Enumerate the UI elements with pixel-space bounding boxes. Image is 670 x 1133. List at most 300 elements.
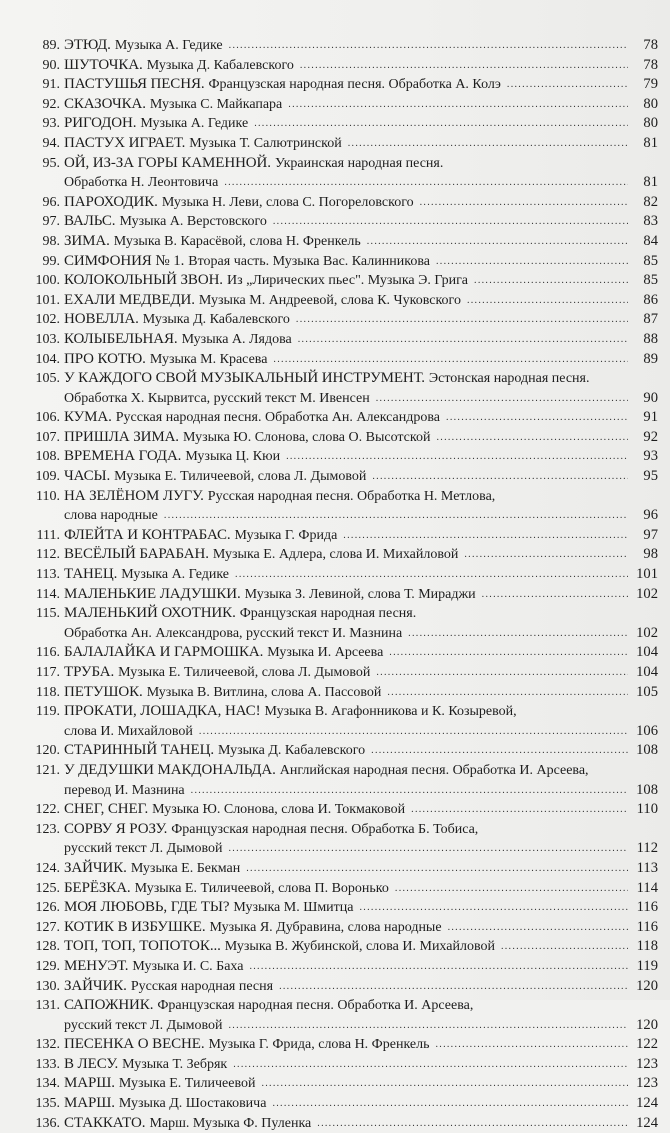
toc-entry <box>26 487 658 526</box>
toc-entry-first-line <box>26 350 658 370</box>
toc-entry <box>26 193 658 213</box>
page-number: 124 <box>636 1114 658 1131</box>
entry-number: 89. <box>42 38 60 53</box>
entry-title: КОЛОКОЛЬНЫЙ ЗВОН. <box>64 272 223 289</box>
dot-leader <box>411 800 628 820</box>
toc-entry <box>26 330 658 350</box>
page-number: 78 <box>643 37 658 53</box>
entry-title: МАРШ. <box>64 1095 115 1112</box>
page-number: 90 <box>643 389 658 406</box>
entry-title: ТОП, ТОП, ТОПОТОК... <box>64 938 221 955</box>
entry-number: 93. <box>42 116 60 132</box>
entry-number: 129. <box>35 958 60 974</box>
entry-description: Музыка М. Шмитца <box>233 900 354 916</box>
toc-entry <box>26 820 658 859</box>
entry-number: 112. <box>36 547 60 563</box>
dot-leader <box>296 310 628 330</box>
entry-title: ПРОКАТИ, ЛОШАДКА, НАС! <box>64 703 261 720</box>
entry-number: 99. <box>42 253 60 269</box>
entry-number: 122. <box>35 802 60 818</box>
entry-number: 100. <box>35 273 60 289</box>
entry-title: ПАРОХОДИК. <box>64 193 158 210</box>
entry-number: 131. <box>35 998 60 1014</box>
page-number: 80 <box>643 95 658 112</box>
entry-title: САПОЖНИК. <box>64 997 154 1014</box>
entry-description: Украинская народная песня. <box>274 155 444 171</box>
entry-number: 111. <box>36 527 60 543</box>
entry-description: русский текст Л. Дымовой <box>64 841 223 857</box>
entry-description: Французская народная песня. Обработка Б. Тобиса, <box>171 821 479 837</box>
toc-entry <box>26 937 658 957</box>
toc-entry <box>26 467 658 487</box>
dot-leader <box>435 1035 628 1055</box>
page-number: 85 <box>643 272 658 289</box>
entry-title: ЗАЙЧИК. <box>64 859 127 876</box>
toc-entry <box>26 114 658 134</box>
entry-description: Английская народная песня. Обработка И. Арсеева, <box>279 762 589 778</box>
entry-number: 135. <box>35 1096 60 1112</box>
entry-number: 113. <box>36 567 60 583</box>
toc-entry <box>26 36 658 56</box>
entry-number: 109. <box>35 469 60 485</box>
entry-description: Музыка Т. Зебряк <box>122 1056 228 1072</box>
toc-entry <box>26 350 658 370</box>
toc-entry <box>26 408 658 428</box>
page-number: 105 <box>636 683 658 700</box>
page-number: 123 <box>636 1055 658 1072</box>
entry-description: Музыка А. Гедике <box>140 116 249 132</box>
toc-entry-first-line <box>26 291 658 311</box>
page-number: 82 <box>643 193 658 210</box>
dot-leader <box>191 781 628 801</box>
toc-entry-first-line <box>26 212 658 232</box>
page-number: 95 <box>643 468 658 485</box>
entry-title: НОВЕЛЛА. <box>64 311 139 328</box>
toc-entry <box>26 154 658 193</box>
dot-leader <box>229 36 628 56</box>
entry-title: МАЛЕНЬКИЕ ЛАДУШКИ. <box>64 585 241 602</box>
entry-number: 91. <box>42 77 60 93</box>
page-number: 104 <box>636 664 658 680</box>
entry-description: Музыка Е. Тиличеевой, слова П. Воронько <box>134 880 389 896</box>
toc-entry-first-line <box>26 683 658 703</box>
entry-description: Французская народная песня. Обработка И. Арсеева, <box>157 998 474 1014</box>
entry-number: 92. <box>42 96 60 112</box>
toc-entry <box>26 271 658 291</box>
dot-leader <box>376 389 628 409</box>
page-number: 81 <box>643 174 658 191</box>
toc-entry <box>26 212 658 232</box>
dot-leader <box>261 1074 628 1094</box>
toc-entry-first-line <box>26 154 658 174</box>
entry-title: У КАЖДОГО СВОЙ МУЗЫКАЛЬНЫЙ ИНСТРУМЕНТ. <box>64 370 425 387</box>
entry-title: СТАРИННЫЙ ТАНЕЦ. <box>64 742 214 759</box>
page-number: 88 <box>643 330 658 347</box>
toc-entry-continuation-line <box>26 173 658 193</box>
entry-number: 130. <box>35 978 60 994</box>
dot-leader <box>348 134 628 154</box>
entry-title: БАЛАЛАЙКА И ГАРМОШКА. <box>64 644 264 661</box>
entry-description: Русская народная песня <box>130 978 274 994</box>
table-of-contents <box>26 36 658 1133</box>
toc-entry-first-line <box>26 114 658 134</box>
toc-entry-first-line <box>26 957 658 977</box>
entry-number: 127. <box>35 919 60 935</box>
toc-entry-first-line <box>26 977 658 997</box>
entry-number: 95. <box>42 155 60 171</box>
toc-entry-continuation-line <box>26 506 658 526</box>
page-number: 87 <box>643 311 658 328</box>
page-number: 97 <box>643 526 658 543</box>
dot-leader <box>273 350 628 370</box>
page-number: 104 <box>636 644 658 661</box>
page-number: 81 <box>643 134 658 151</box>
page-number: 118 <box>636 938 658 955</box>
entry-description: Обработка Х. Кырвитса, русский текст М. Ивенсен <box>64 390 370 406</box>
dot-leader <box>288 95 628 115</box>
toc-entry-first-line <box>26 1055 658 1075</box>
entry-number: 96. <box>42 194 60 210</box>
entry-number: 101. <box>35 292 60 308</box>
toc-entry <box>26 1114 658 1133</box>
toc-entry <box>26 741 658 761</box>
entry-title: ПРИШЛА ЗИМА. <box>64 428 179 445</box>
toc-entry <box>26 585 658 605</box>
page-number: 113 <box>636 859 658 876</box>
toc-entry <box>26 683 658 703</box>
toc-entry-first-line <box>26 36 658 56</box>
page-number: 123 <box>636 1075 658 1092</box>
page-number: 119 <box>636 957 658 974</box>
toc-entry-first-line <box>26 310 658 330</box>
page-number: 96 <box>643 507 658 524</box>
dot-leader <box>246 859 628 879</box>
dot-leader <box>395 879 628 899</box>
toc-entry <box>26 369 658 408</box>
entry-number: 125. <box>35 880 60 896</box>
entry-description: Марш. Музыка Ф. Пуленка <box>149 1115 312 1131</box>
entry-description: Музыка Я. Дубравина, слова народные <box>209 919 442 935</box>
toc-entry <box>26 565 658 585</box>
entry-number: 128. <box>35 939 60 955</box>
dot-leader <box>317 1114 628 1133</box>
entry-title: СОРВУ Я РОЗУ. <box>64 820 168 837</box>
toc-entry-first-line <box>26 585 658 605</box>
entry-title: ТАНЕЦ. <box>64 566 118 583</box>
toc-entry <box>26 232 658 252</box>
dot-leader <box>298 330 628 350</box>
entry-title: КОТИК В ИЗБУШКЕ. <box>64 918 206 935</box>
dot-leader <box>501 937 628 957</box>
toc-entry-first-line <box>26 271 658 291</box>
entry-title: РИГОДОН. <box>64 115 137 132</box>
dot-leader <box>408 624 628 644</box>
page-number: 124 <box>636 1095 658 1112</box>
toc-entry-first-line <box>26 56 658 76</box>
dot-leader <box>420 193 628 213</box>
dot-leader <box>464 545 628 565</box>
entry-title: ЧАСЫ. <box>64 468 111 485</box>
entry-description: слова И. Михайловой <box>64 723 193 739</box>
entry-description: Из „Лирических пьес". Музыка Э. Грига <box>226 273 469 289</box>
entry-description: Музыка Г. Фрида, слова Н. Френкель <box>208 1037 430 1053</box>
toc-entry <box>26 702 658 741</box>
entry-title: МАРШ. <box>64 1075 115 1092</box>
entry-number: 90. <box>42 57 60 73</box>
entry-title: ЗАЙЧИК. <box>64 977 127 994</box>
entry-description: Музыка В. Агафонникова и К. Козыревой, <box>264 704 517 720</box>
entry-title: СКАЗОЧКА. <box>64 95 146 112</box>
entry-description: Французская народная песня. <box>239 606 417 622</box>
page-number: 91 <box>643 409 658 426</box>
toc-entry <box>26 761 658 800</box>
dot-leader <box>233 1055 628 1075</box>
entry-title: ОЙ, ИЗ-ЗА ГОРЫ КАМЕННОЙ. <box>64 154 271 171</box>
toc-entry-first-line <box>26 447 658 467</box>
entry-title: СИМФОНИЯ № 1. <box>64 252 185 269</box>
toc-entry <box>26 447 658 467</box>
entry-description: Вторая часть. Музыка Вас. Калинникова <box>188 253 430 269</box>
entry-number: 106. <box>35 410 60 426</box>
dot-leader <box>372 467 628 487</box>
entry-description: Музыка Г. Фрида <box>234 527 338 543</box>
entry-description: Музыка И. С. Баха <box>132 958 244 974</box>
toc-entry <box>26 1094 658 1114</box>
toc-entry <box>26 1074 658 1094</box>
page-number: 116 <box>636 918 658 935</box>
page-number: 108 <box>636 781 658 798</box>
toc-entry <box>26 977 658 997</box>
toc-entry <box>26 859 658 879</box>
entry-description: Музыка И. Арсеева <box>267 645 384 661</box>
toc-entry <box>26 643 658 663</box>
entry-description: Музыка А. Гедике <box>121 567 230 583</box>
dot-leader <box>249 957 628 977</box>
toc-entry-first-line <box>26 1094 658 1114</box>
entry-number: 105. <box>35 371 60 387</box>
dot-leader <box>360 898 629 918</box>
entry-description: Эстонская народная песня. <box>428 371 590 387</box>
entry-description: Музыка Д. Кабалевского <box>142 312 290 328</box>
dot-leader <box>467 291 628 311</box>
entry-title: ВРЕМЕНА ГОДА. <box>64 448 182 465</box>
toc-entry <box>26 898 658 918</box>
page-number: 108 <box>636 742 658 759</box>
toc-entry-first-line <box>26 1074 658 1094</box>
toc-entry-first-line <box>26 95 658 115</box>
entry-description: Музыка Е. Тиличеевой, слова Л. Дымовой <box>114 469 367 485</box>
entry-description: Музыка М. Красева <box>149 351 268 367</box>
entry-number: 97. <box>42 214 60 230</box>
dot-leader <box>436 428 628 448</box>
entry-number: 114. <box>36 586 60 602</box>
toc-entry-first-line <box>26 1114 658 1133</box>
entry-title: МЕНУЭТ. <box>64 957 129 974</box>
page-number: 86 <box>643 291 658 308</box>
toc-entry <box>26 663 658 683</box>
dot-leader <box>371 741 628 761</box>
entry-number: 134. <box>35 1076 60 1092</box>
page-number: 120 <box>636 977 658 994</box>
dot-leader <box>164 506 628 526</box>
toc-entry-first-line <box>26 565 658 585</box>
dot-leader <box>273 212 628 232</box>
entry-title: ЕХАЛИ МЕДВЕДИ. <box>64 291 195 308</box>
entry-title: СНЕГ, СНЕГ. <box>64 801 149 818</box>
dot-leader <box>279 977 628 997</box>
page-number: 101 <box>636 566 658 583</box>
entry-title: ПРО КОТЮ. <box>64 350 146 367</box>
dot-leader <box>376 663 628 683</box>
entry-description: русский текст Л. Дымовой <box>64 1017 223 1033</box>
page-number: 92 <box>643 428 658 445</box>
toc-entry-first-line <box>26 232 658 252</box>
entry-description: Музыка М. Андреевой, слова К. Чуковского <box>198 292 461 308</box>
entry-number: 132. <box>35 1037 60 1053</box>
toc-entry-first-line <box>26 898 658 918</box>
toc-entry-continuation-line <box>26 722 658 742</box>
entry-number: 94. <box>42 135 60 151</box>
toc-entry <box>26 134 658 154</box>
toc-entry-first-line <box>26 937 658 957</box>
entry-description: Музыка З. Левиной, слова Т. Мираджи <box>244 586 476 602</box>
page-number: 98 <box>643 546 658 563</box>
entry-description: Музыка Д. Кабалевского <box>146 57 294 73</box>
dot-leader <box>286 447 628 467</box>
entry-description: Музыка Е. Тиличеевой, слова Л. Дымовой <box>118 665 371 680</box>
page-number: 93 <box>643 448 658 465</box>
dot-leader <box>272 1094 628 1114</box>
toc-entry <box>26 918 658 938</box>
toc-entry-first-line <box>26 663 658 683</box>
page-number: 122 <box>636 1036 658 1053</box>
page-number: 106 <box>636 722 658 739</box>
entry-title: ВАЛЬС. <box>64 213 116 230</box>
toc-entry <box>26 996 658 1035</box>
entry-number: 104. <box>35 351 60 367</box>
entry-description: Обработка Н. Леонтовича <box>64 175 219 191</box>
toc-entry-first-line <box>26 918 658 938</box>
toc-entry <box>26 545 658 565</box>
entry-number: 116. <box>36 645 60 661</box>
toc-entry-first-line <box>26 1035 658 1055</box>
page-number: 83 <box>643 213 658 230</box>
entry-description: слова народные <box>64 508 158 524</box>
entry-number: 121. <box>35 762 60 778</box>
toc-entry-first-line <box>26 741 658 761</box>
dot-leader <box>228 839 628 859</box>
entry-title: СТАККАТО. <box>64 1114 146 1131</box>
toc-entry-first-line <box>26 369 658 389</box>
dot-leader <box>446 408 628 428</box>
toc-entry-first-line <box>26 134 658 154</box>
entry-description: Музыка Т. Салютринской <box>189 135 342 151</box>
entry-title: У ДЕДУШКИ МАКДОНАЛЬДА. <box>64 761 276 778</box>
toc-entry-first-line <box>26 75 658 95</box>
dot-leader <box>482 585 628 605</box>
toc-entry <box>26 310 658 330</box>
entry-number: 117. <box>36 665 60 680</box>
entry-description: Музыка Ю. Слонова, слова О. Высотской <box>182 429 431 445</box>
dot-leader <box>367 232 628 252</box>
toc-entry <box>26 291 658 311</box>
toc-entry-first-line <box>26 467 658 487</box>
toc-entry <box>26 252 658 272</box>
entry-description: Музыка Д. Кабалевского <box>217 743 366 759</box>
entry-number: 118. <box>36 684 60 700</box>
entry-number: 107. <box>35 429 60 445</box>
entry-description: Русская народная песня. Обработка Н. Метлова, <box>207 488 496 504</box>
toc-entry-first-line <box>26 545 658 565</box>
entry-number: 123. <box>35 821 60 837</box>
dot-leader <box>343 526 628 546</box>
dot-leader <box>300 56 628 76</box>
toc-entry <box>26 95 658 115</box>
toc-entry-first-line <box>26 428 658 448</box>
entry-number: 108. <box>35 449 60 465</box>
entry-description: Обработка Ан. Александрова, русский текст И. Мазнина <box>64 625 403 641</box>
entry-title: ПЕСЕНКА О ВЕСНЕ. <box>64 1036 205 1053</box>
toc-entry <box>26 604 658 643</box>
entry-title: ШУТОЧКА. <box>64 56 143 73</box>
toc-entry-continuation-line <box>26 839 658 859</box>
entry-title: КУМА. <box>64 409 112 426</box>
page-number: 116 <box>636 899 658 916</box>
entry-description: Музыка Е. Тиличеевой <box>118 1076 256 1092</box>
entry-title: ЭТЮД. <box>64 37 111 53</box>
entry-number: 120. <box>35 743 60 759</box>
entry-description: Музыка В. Жубинской, слова И. Михайловой <box>224 939 495 955</box>
toc-entry <box>26 1055 658 1075</box>
entry-description: перевод И. Мазнина <box>64 782 185 798</box>
entry-title: НА ЗЕЛЁНОМ ЛУГУ. <box>64 487 204 504</box>
toc-entry-first-line <box>26 252 658 272</box>
entry-title: МАЛЕНЬКИЙ ОХОТНИК. <box>64 605 236 622</box>
dot-leader <box>387 683 628 703</box>
toc-entry-continuation-line <box>26 1016 658 1036</box>
entry-number: 119. <box>36 704 60 720</box>
toc-entry-first-line <box>26 487 658 507</box>
entry-title: ФЛЕЙТА И КОНТРАБАС. <box>64 526 231 543</box>
toc-entry-continuation-line <box>26 781 658 801</box>
entry-title: КОЛЫБЕЛЬНАЯ. <box>64 330 178 347</box>
toc-entry-first-line <box>26 604 658 624</box>
dot-leader <box>235 565 628 585</box>
page-number: 112 <box>636 840 658 857</box>
dot-leader <box>474 271 628 291</box>
dot-leader <box>436 252 628 272</box>
entry-number: 98. <box>42 233 60 249</box>
entry-number: 103. <box>35 331 60 347</box>
entry-title: ЗИМА. <box>64 232 110 249</box>
toc-entry-first-line <box>26 526 658 546</box>
toc-entry-continuation-line <box>26 389 658 409</box>
entry-title: ПЕТУШОК. <box>64 683 143 700</box>
entry-description: Русская народная песня. Обработка Ан. Александрова <box>115 410 441 426</box>
page-number: 114 <box>636 879 658 896</box>
entry-title: ВЕСЁЛЫЙ БАРАБАН. <box>64 546 209 563</box>
page-number: 85 <box>643 252 658 269</box>
entry-description: Музыка С. Майкапара <box>149 96 283 112</box>
dot-leader <box>448 918 628 938</box>
page-number: 110 <box>636 801 658 818</box>
entry-description: Музыка А. Верстовского <box>119 214 267 230</box>
entry-description: Музыка Е. Бекман <box>130 860 241 876</box>
entry-description: Французская народная песня. Обработка А. Колэ <box>208 77 501 93</box>
entry-number: 126. <box>35 900 60 916</box>
dot-leader <box>224 173 628 193</box>
entry-title: В ЛЕСУ. <box>64 1055 119 1072</box>
